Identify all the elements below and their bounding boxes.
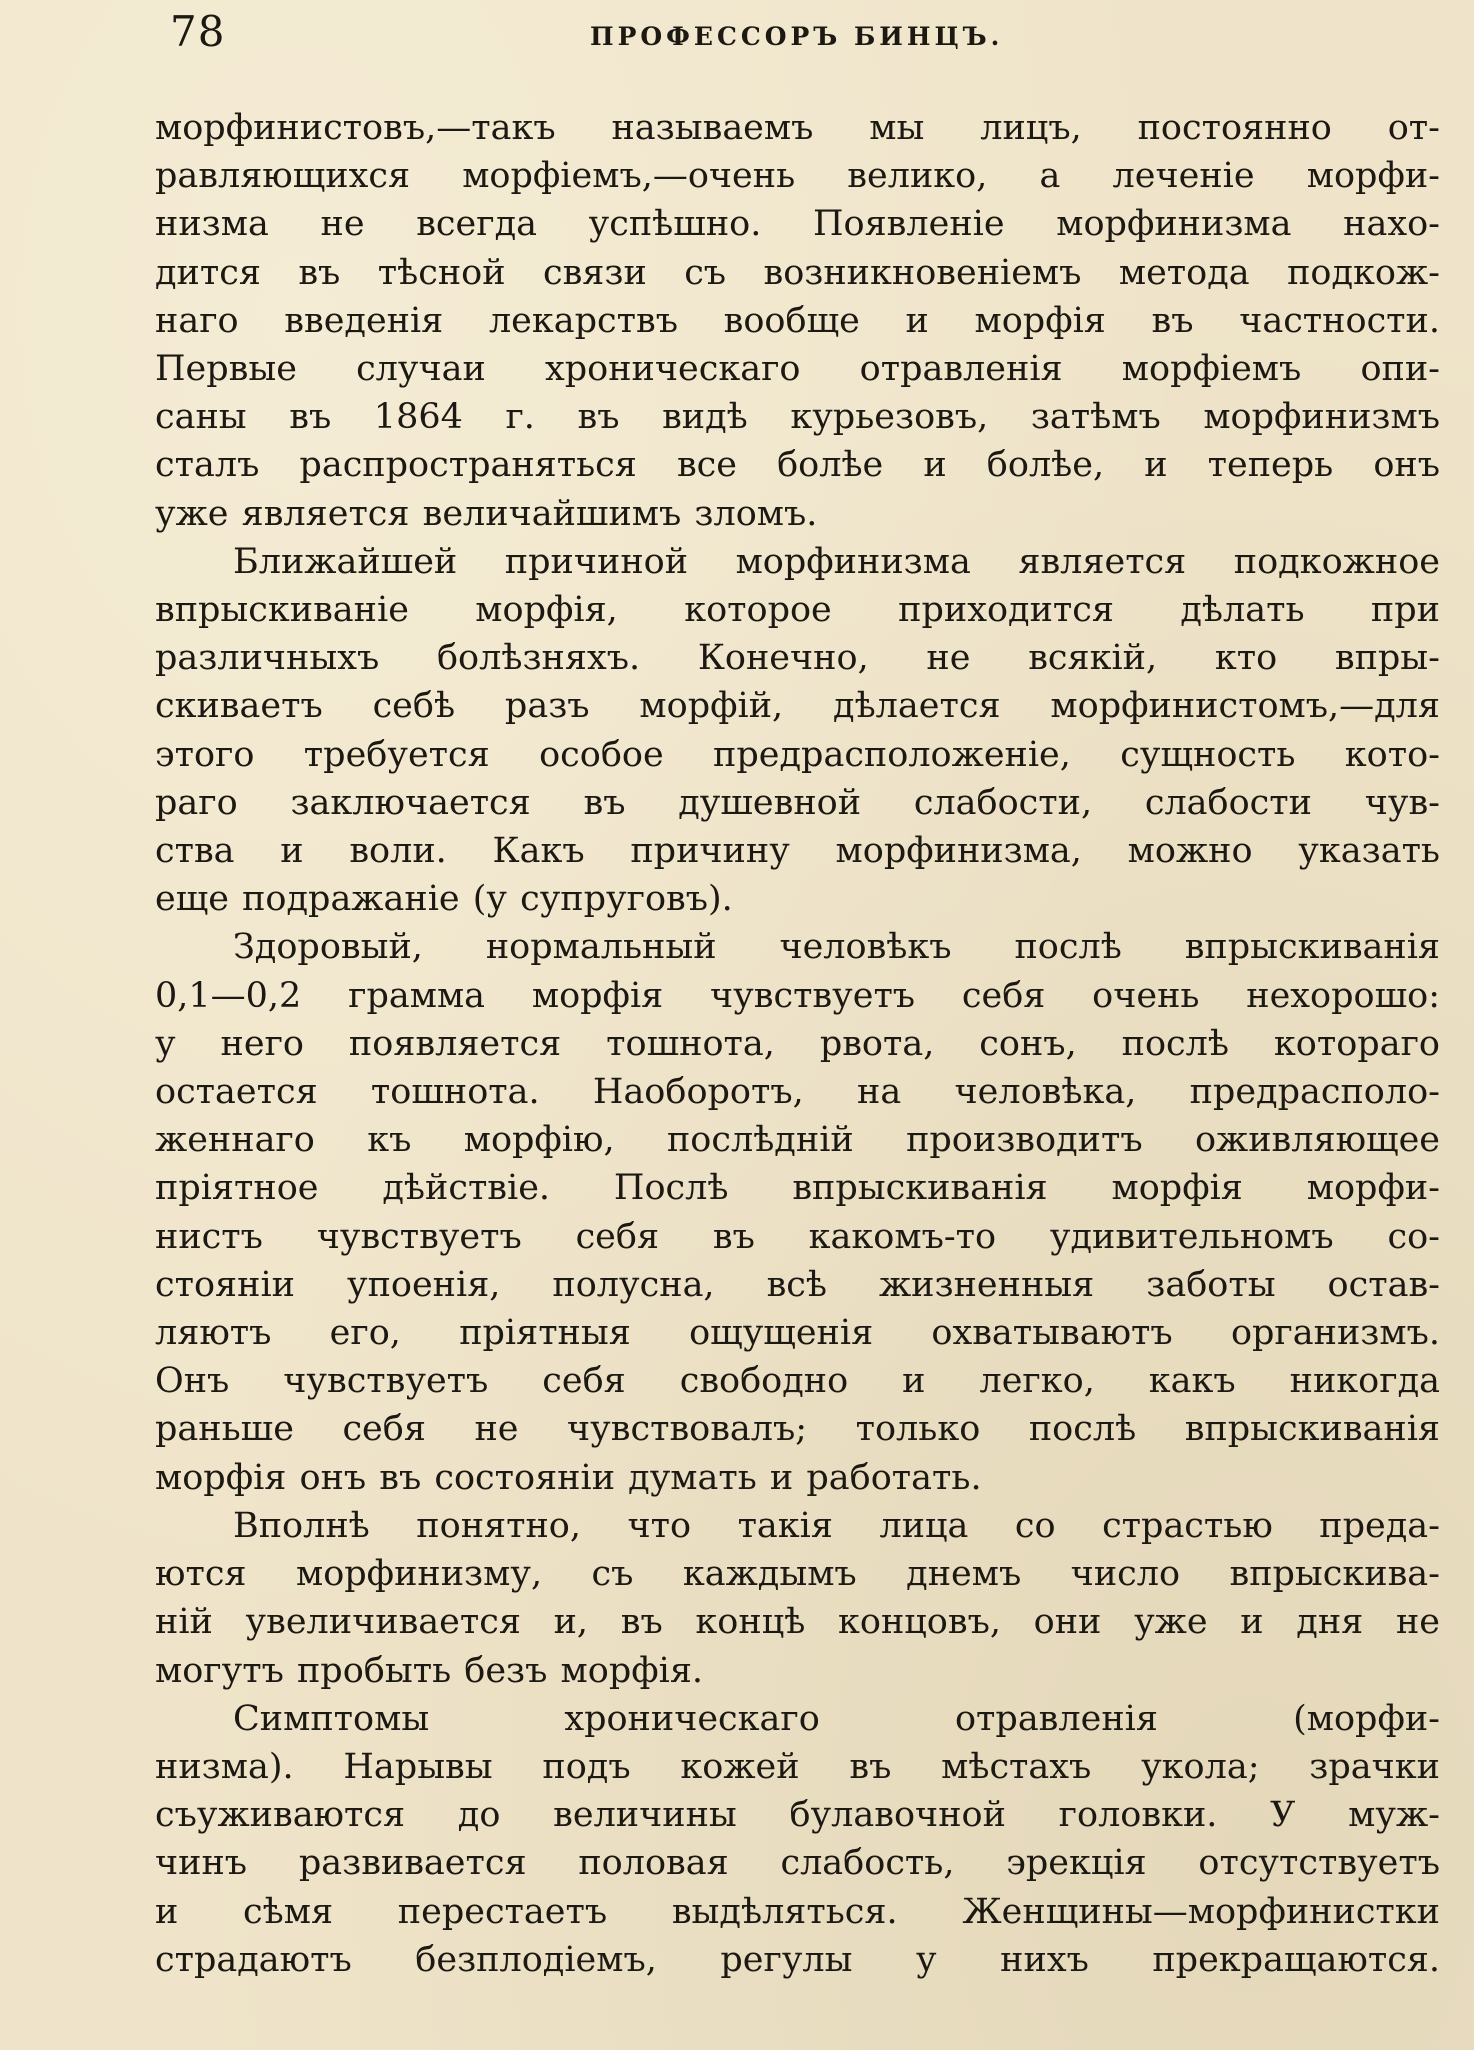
- text-line: морфинистовъ,—такъ называемъ мы лицъ, постоянно от-: [155, 108, 1440, 148]
- paragraph-2: [155, 538, 1440, 924]
- text-line: раньше себя не чувствовалъ; только послѣ впрыскиванія: [155, 1409, 1440, 1450]
- text-line: дится въ тѣсной связи съ возникновеніемъ метода подкож-: [155, 252, 1440, 293]
- text-line: равляющихся морфіемъ,—очень велико, а леченіе морфи-: [155, 156, 1440, 197]
- text-line: стояніи упоенія, полусна, всѣ жизненныя заботы остав-: [155, 1264, 1440, 1305]
- text-line: ній увеличивается и, въ концѣ концовъ, они уже и дня не: [155, 1602, 1440, 1643]
- text-line: наго введенія лекарствъ вообще и морфія въ частности.: [155, 300, 1440, 341]
- text-line: уже является величайшимъ зломъ.: [155, 493, 818, 534]
- paragraph-4: [155, 1502, 1440, 1695]
- paragraph-3: [155, 923, 1440, 1501]
- text-line: Первые случаи хроническаго отравленія морфіемъ опи-: [155, 349, 1440, 390]
- text-line: ются морфинизму, съ каждымъ днемъ число впрыскива-: [155, 1554, 1440, 1595]
- text-line: сталъ распространяться все болѣе и болѣе, и теперь онъ: [155, 445, 1440, 486]
- text-line: Симптомы хроническаго отравленія (морфи-: [233, 1698, 1440, 1739]
- text-line: ляютъ его, пріятныя ощущенія охватываютъ организмъ.: [155, 1313, 1440, 1354]
- text-line: чинъ развивается половая слабость, эрекція отсутствуетъ: [155, 1843, 1440, 1884]
- text-line: женнаго къ морфію, послѣдній производитъ оживляющее: [155, 1120, 1440, 1161]
- text-line: саны въ 1864 г. въ видѣ курьезовъ, затѣмъ морфинизмъ: [155, 397, 1440, 438]
- text-line: раго заключается въ душевной слабости, слабости чув-: [155, 782, 1440, 823]
- text-line: остается тошнота. Наоборотъ, на человѣка, предрасполо-: [155, 1072, 1440, 1113]
- text-line: Онъ чувствуетъ себя свободно и легко, какъ никогда: [155, 1361, 1440, 1402]
- text-line: Ближайшей причиной морфинизма является подкожное: [233, 541, 1440, 582]
- text-line: страдаютъ безплодіемъ, регулы у нихъ прекращаются.: [155, 1939, 1440, 1980]
- text-line: скиваетъ себѣ разъ морфій, дѣлается морфинистомъ,—для: [155, 686, 1440, 727]
- text-line: и сѣмя перестаетъ выдѣляться. Женщины—морфинистки: [155, 1891, 1440, 1932]
- text-line: различныхъ болѣзняхъ. Конечно, не всякій, кто впры-: [155, 638, 1440, 679]
- text-line: 0,1—0,2 грамма морфія чувствуетъ себя очень нехорошо:: [155, 975, 1440, 1016]
- text-line: низма). Нарывы подъ кожей въ мѣстахъ укола; зрачки: [155, 1746, 1440, 1787]
- text-line: еще подражаніе (у супруговъ).: [155, 879, 733, 920]
- text-line: Здоровый, нормальный человѣкъ послѣ впрыскиванія: [233, 927, 1440, 968]
- page-header: [170, 6, 1440, 62]
- text-line: пріятное дѣйствіе. Послѣ впрыскиванія морфія морфи-: [155, 1168, 1440, 1209]
- running-head: ПРОФЕССОРЪ БИНЦЪ.: [590, 22, 1004, 51]
- text-line: этого требуется особое предрасположеніе, сущность кото-: [155, 734, 1440, 775]
- text-line: съуживаются до величины булавочной головки. У муж-: [155, 1795, 1440, 1836]
- text-line: ства и воли. Какъ причину морфинизма, можно указать: [155, 831, 1440, 872]
- text-line: у него появляется тошнота, рвота, сонъ, послѣ котораго: [155, 1023, 1440, 1064]
- page-number: 78: [170, 7, 226, 56]
- text-line: низма не всегда успѣшно. Появленіе морфинизма нахо-: [155, 204, 1440, 245]
- text-line: Вполнѣ понятно, что такія лица со страстью преда-: [233, 1505, 1440, 1546]
- text-line: впрыскиваніе морфія, которое приходится дѣлать при: [155, 590, 1440, 631]
- body-text: [155, 104, 1440, 1984]
- paragraph-1: [155, 104, 1440, 538]
- paragraph-5: [155, 1695, 1440, 1984]
- text-line: морфія онъ въ состояніи думать и работать.: [155, 1457, 982, 1498]
- text-line: могутъ пробыть безъ морфія.: [155, 1650, 704, 1691]
- text-line: нистъ чувствуетъ себя въ какомъ-то удивительномъ со-: [155, 1216, 1440, 1257]
